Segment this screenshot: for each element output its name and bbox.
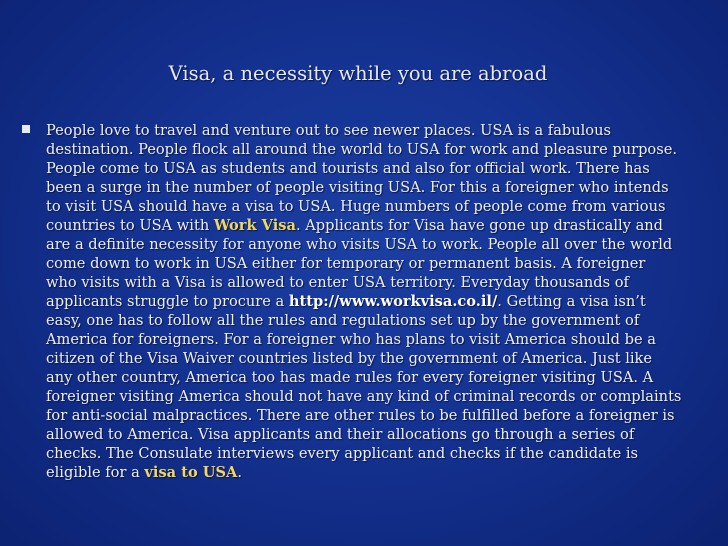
text-line: allowed to America. Visa applicants and their allocations go through a series of [46, 426, 635, 443]
text-segment: eligible for a [46, 464, 145, 481]
body-paragraph [46, 121, 728, 482]
text-line: been a surge in the number of people visiting USA. For this a foreigner who intends [46, 179, 669, 196]
text-line: come down to work in USA either for temporary or permanent basis. A foreigner [46, 255, 646, 272]
text-line: to visit USA should have a visa to USA. Huge numbers of people come from various [46, 198, 666, 215]
text-segment: applicants struggle to procure a [46, 293, 289, 310]
text-line: any other country, America too has made rules for every foreigner visiting USA. A [46, 369, 654, 386]
text-line: America for foreigners. For a foreigner who has plans to visit America should be a [46, 331, 656, 348]
text-segment: . Applicants for Visa have gone up drastically and [295, 217, 664, 234]
text-line: destination. People flock all around the world to USA for work and pleasure purpose. [46, 141, 677, 158]
text-line: People come to USA as students and tourists and also for official work. There has [46, 160, 650, 177]
text-segment: countries to USA with [46, 217, 214, 234]
text-segment: . Getting a visa isn’t [497, 293, 646, 310]
text-line: People love to travel and venture out to see newer places. USA is a fabulous [46, 122, 611, 139]
text-line [46, 216, 728, 235]
text-line [46, 463, 728, 482]
workvisa-url-link[interactable]: http://www.workvisa.co.il/ [288, 293, 498, 310]
visa-to-usa-link[interactable]: visa to USA [144, 464, 238, 481]
text-line: for anti-social malpractices. There are other rules to be fulfilled before a foreigner is [46, 407, 675, 424]
text-line: who visits with a Visa is allowed to enter USA territory. Everyday thousands of [46, 274, 629, 291]
text-line: easy, one has to follow all the rules and regulations set up by the government of [46, 312, 640, 329]
text-line: citizen of the Visa Waiver countries listed by the government of America. Just like [46, 350, 653, 367]
square-bullet-icon [22, 125, 30, 133]
slide-title: Visa, a necessity while you are abroad [168, 62, 548, 85]
text-line: foreigner visiting America should not have any kind of criminal records or complaints [46, 388, 682, 405]
work-visa-link[interactable]: Work Visa [213, 217, 296, 234]
text-line [46, 292, 728, 311]
text-segment: . [237, 464, 242, 481]
text-line: are a definite necessity for anyone who visits USA to work. People all over the world [46, 236, 673, 253]
text-line: checks. The Consulate interviews every applicant and checks if the candidate is [46, 445, 639, 462]
